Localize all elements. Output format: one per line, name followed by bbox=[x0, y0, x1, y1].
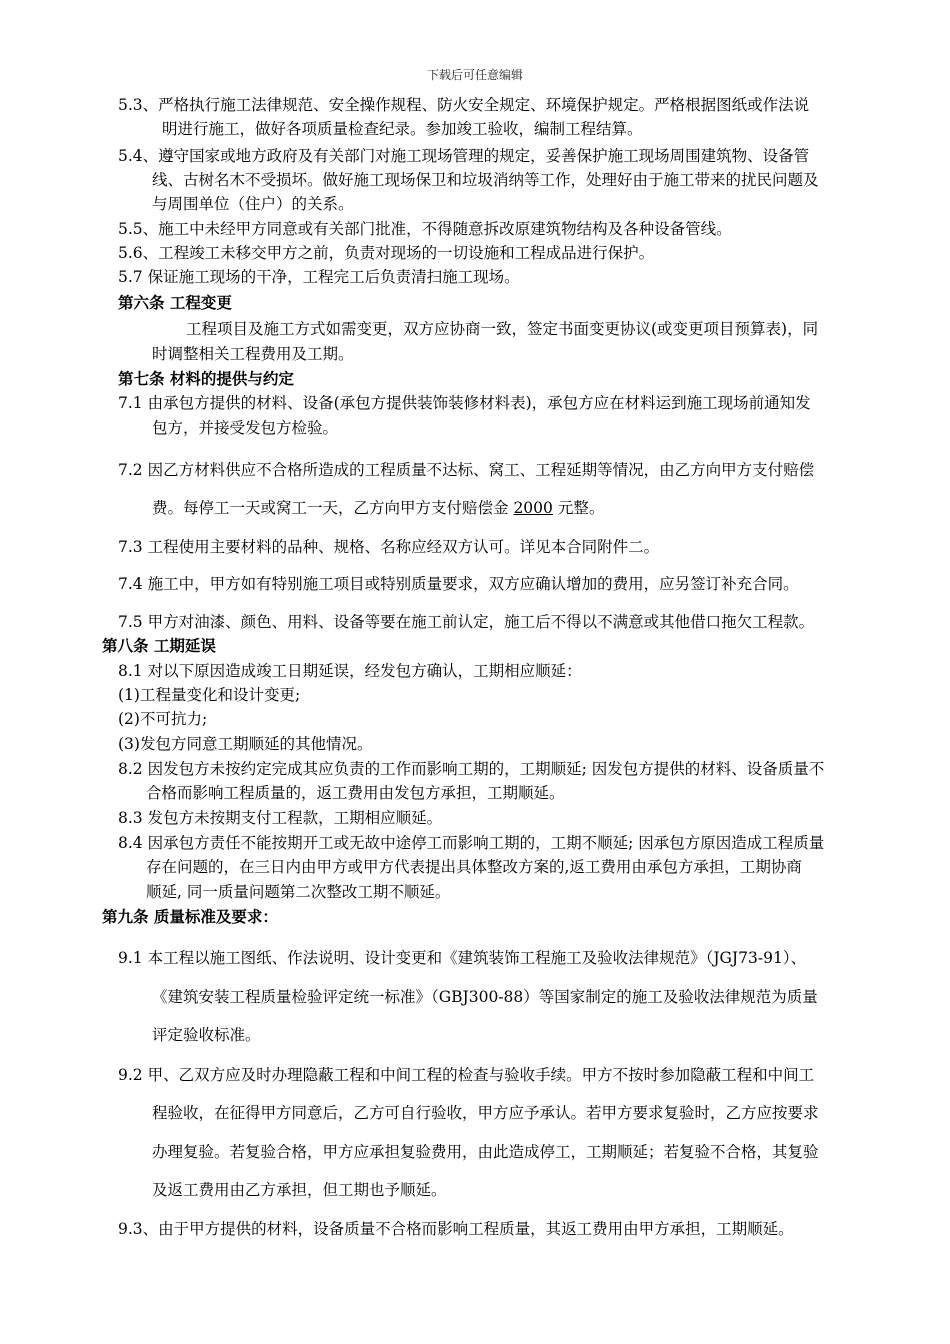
clause-5-4-line-2: 线、古树名木不受损坏。做好施工现场保卫和垃圾消纳等工作，处理好由于施工带来的扰民问题及 bbox=[152, 171, 819, 189]
article-6-heading: 第六条 工程变更 bbox=[118, 293, 232, 312]
clause-8-2-line-1: 8.2 因发包方未按约定完成其应负责的工作而影响工期的，工期顺延; 因发包方提供的材料、设备质量不 bbox=[118, 760, 825, 778]
article-8-heading: 第八条 工期延误 bbox=[102, 636, 216, 655]
clause-5-3-line-1: 5.3、严格执行施工法律规范、安全操作规程、防火安全规定、环境保护规定。严格根据图纸或作法说 bbox=[118, 96, 810, 114]
clause-5-4-line-1: 5.4、遵守国家或地方政府及有关部门对施工现场管理的规定，妥善保护施工现场周围建筑物、设备管 bbox=[118, 147, 810, 165]
clause-8-4-line-1: 8.4 因承包方责任不能按期开工或无故中途停工而影响工期的，工期不顺延; 因承包方原因造成工程质量 bbox=[118, 834, 825, 852]
list-item-3: (3)发包方同意工期顺延的其他情况。 bbox=[118, 735, 373, 753]
clause-7-2-text-a: 费。每停工一天或窝工一天，乙方向甲方支付赔偿金 bbox=[152, 499, 514, 517]
clause-9-2-line-1: 9.2 甲、乙双方应及时办理隐蔽工程和中间工程的检查与验收手续。甲方不按时参加隐蔽工程和中间工 bbox=[118, 1066, 815, 1084]
clause-5-5: 5.5、施工中未经甲方同意或有关部门批准，不得随意拆改原建筑物结构及各种设备管线。 bbox=[118, 220, 732, 238]
page-header: 下载后可任意编辑 bbox=[426, 68, 523, 82]
clause-5-7: 5.7 保证施工现场的干净，工程完工后负责清扫施工现场。 bbox=[118, 268, 520, 286]
clause-9-1-line-3: 评定验收标准。 bbox=[152, 1026, 261, 1044]
clause-7-4: 7.4 施工中，甲方如有特别施工项目或特别质量要求，双方应确认增加的费用，应另签订补充合同。 bbox=[118, 575, 799, 593]
clause-9-1-line-1: 9.1 本工程以施工图纸、作法说明、设计变更和《建筑装饰工程施工及验收法律规范》（JGJ73-91）、 bbox=[118, 949, 807, 967]
clause-9-3: 9.3、由于甲方提供的材料，设备质量不合格而影响工程质量，其返工费用由甲方承担，工期顺延。 bbox=[118, 1220, 794, 1238]
clause-8-3: 8.3 发包方未按期支付工程款，工期相应顺延。 bbox=[118, 809, 443, 827]
clause-9-2-line-2: 程验收，在征得甲方同意后，乙方可自行验收，甲方应予承认。若甲方要求复验时，乙方应按要求 bbox=[152, 1104, 819, 1122]
clause-7-2-text-b: 元整。 bbox=[552, 499, 605, 517]
clause-9-2-line-3: 办理复验。若复验合格，甲方应承担复验费用，由此造成停工，工期顺延；若复验不合格，其复验 bbox=[152, 1143, 819, 1161]
compensation-amount: 2000 bbox=[513, 499, 553, 517]
clause-8-4-line-2: 存在问题的，在三日内由甲方或甲方代表提出具体整改方案的,返工费用由承包方承担，工期协商 bbox=[146, 858, 802, 876]
clause-5-6: 5.6、工程竣工未移交甲方之前，负责对现场的一切设施和工程成品进行保护。 bbox=[118, 244, 655, 262]
article-9-heading: 第九条 质量标准及要求： bbox=[102, 907, 278, 926]
list-item-2: (2)不可抗力; bbox=[118, 710, 208, 728]
article-6-line-1: 工程项目及施工方式如需变更，双方应协商一致，签定书面变更协议(或变更项目预算表)，同 bbox=[186, 320, 819, 338]
article-6-line-2: 时调整相关工程费用及工期。 bbox=[152, 345, 354, 363]
clause-7-2-line-1: 7.2 因乙方材料供应不合格所造成的工程质量不达标、窝工、工程延期等情况，由乙方向甲方支付赔偿 bbox=[118, 461, 815, 479]
clause-9-2-line-4: 及返工费用由乙方承担，但工期也予顺延。 bbox=[152, 1181, 447, 1199]
clause-8-1: 8.1 对以下原因造成竣工日期延误，经发包方确认，工期相应顺延： bbox=[118, 662, 582, 680]
clause-7-5: 7.5 甲方对油漆、颜色、用料、设备等要在施工前认定，施工后不得以不满意或其他借口拖欠工程款。 bbox=[118, 613, 815, 631]
clause-7-1-line-2: 包方，并接受发包方检验。 bbox=[152, 419, 339, 437]
clause-7-1-line-1: 7.1 由承包方提供的材料、设备(承包方提供装饰装修材料表)，承包方应在材料运到施工现场前通知发 bbox=[118, 394, 811, 412]
clause-5-3-line-2: 明进行施工，做好各项质量检查纪录。参加竣工验收，编制工程结算。 bbox=[162, 120, 643, 138]
list-item-1: (1)工程量变化和设计变更; bbox=[118, 686, 301, 704]
clause-9-1-line-2: 《建筑安装工程质量检验评定统一标准》（GBJ300-88）等国家制定的施工及验收法律规范为质量 bbox=[152, 988, 818, 1006]
clause-5-4-line-3: 与周围单位（住户）的关系。 bbox=[152, 195, 354, 213]
article-7-heading: 第七条 材料的提供与约定 bbox=[118, 369, 294, 388]
clause-8-2-line-2: 合格而影响工程质量的，返工费用由发包方承担，工期顺延。 bbox=[146, 784, 565, 802]
clause-7-3: 7.3 工程使用主要材料的品种、规格、名称应经双方认可。详见本合同附件二。 bbox=[118, 538, 660, 556]
clause-7-2-line-2 bbox=[152, 497, 604, 519]
clause-8-4-line-3: 顺延, 同一质量问题第二次整改工期不顺延。 bbox=[146, 883, 451, 901]
